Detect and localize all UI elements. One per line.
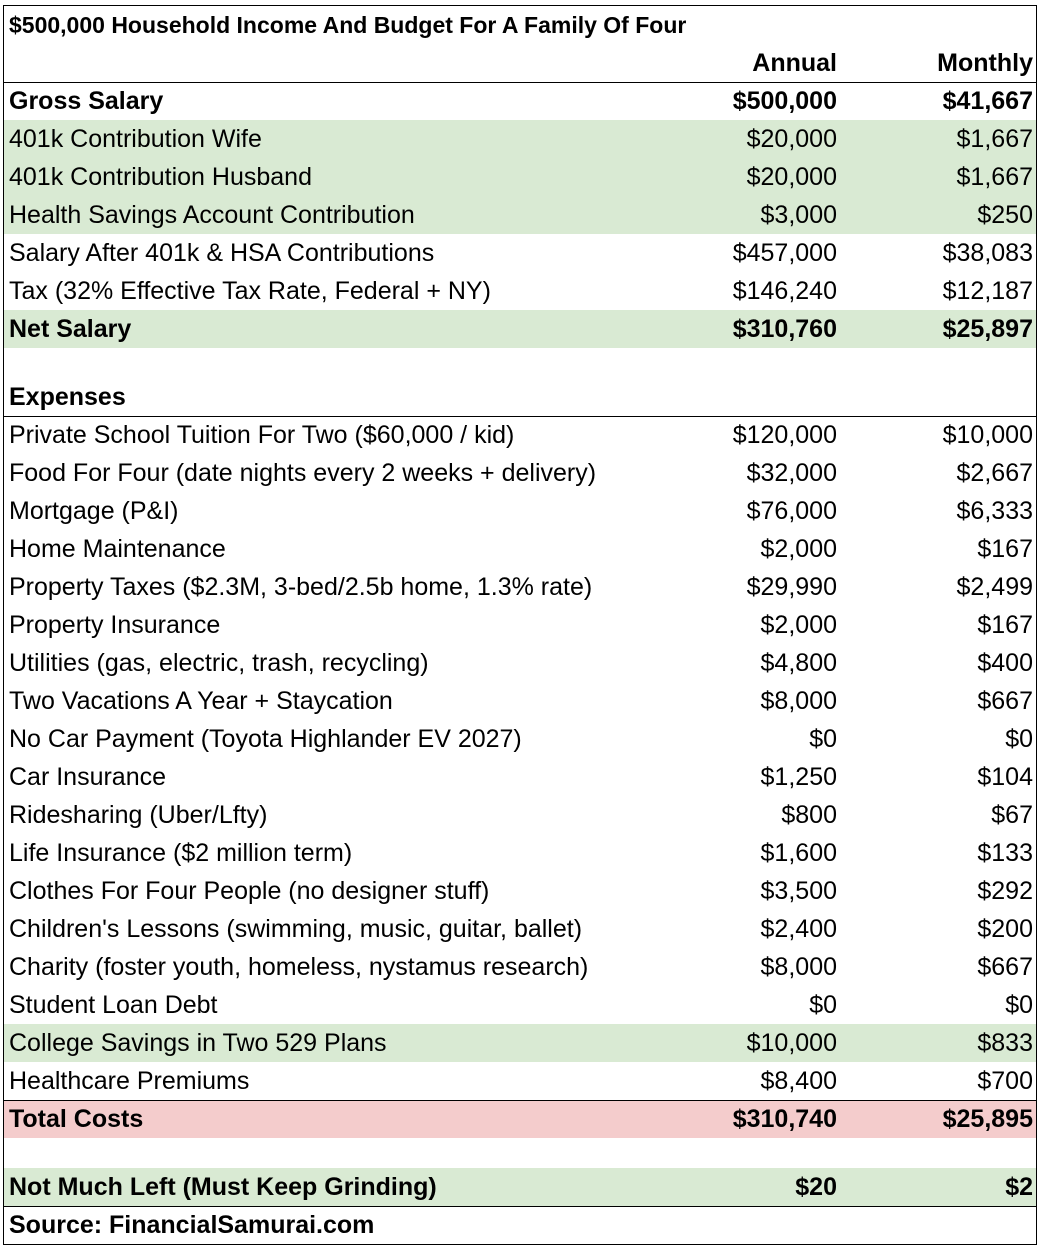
table-row	[4, 758, 1036, 796]
row-label: Healthcare Premiums	[9, 1066, 250, 1095]
table-row	[4, 1062, 1036, 1100]
table-row	[4, 82, 1036, 120]
table-row	[4, 196, 1036, 234]
row-annual: $32,000	[746, 458, 837, 487]
row-annual: $1,250	[760, 762, 837, 791]
budget-table	[3, 5, 1037, 1245]
spacer-row	[4, 1138, 1036, 1168]
row-monthly: $400	[977, 648, 1033, 677]
leftover-annual: $20	[795, 1172, 837, 1201]
table-row	[4, 234, 1036, 272]
row-label: Home Maintenance	[9, 534, 226, 563]
row-annual: $10,000	[746, 1028, 837, 1057]
table-row	[4, 948, 1036, 986]
row-label: Utilities (gas, electric, trash, recycling)	[9, 648, 429, 677]
row-annual: $4,800	[760, 648, 837, 677]
table-row	[4, 158, 1036, 196]
row-monthly: $25,895	[942, 1105, 1033, 1133]
row-annual: $0	[809, 724, 837, 753]
annual-header: Annual	[752, 48, 837, 77]
table-row	[4, 720, 1036, 758]
row-annual: $3,000	[760, 200, 837, 229]
table-row	[4, 568, 1036, 606]
expenses-heading: Expenses	[9, 382, 126, 411]
row-annual: $0	[809, 990, 837, 1019]
row-monthly: $0	[1005, 724, 1033, 753]
row-annual: $20,000	[746, 162, 837, 191]
row-annual: $500,000	[732, 87, 837, 115]
row-label: Property Taxes ($2.3M, 3-bed/2.5b home, 1.3% rate)	[9, 572, 593, 601]
row-annual: $2,000	[760, 534, 837, 563]
row-monthly: $2,499	[956, 572, 1033, 601]
expenses-header-row	[4, 378, 1036, 416]
row-annual: $310,740	[732, 1105, 837, 1133]
row-monthly: $12,187	[942, 276, 1033, 305]
source-row	[4, 1206, 1036, 1244]
column-header-row	[4, 44, 1036, 82]
row-annual: $457,000	[732, 238, 837, 267]
row-monthly: $0	[1005, 990, 1033, 1019]
leftover-label: Not Much Left (Must Keep Grinding)	[9, 1172, 437, 1201]
source-text: Source: FinancialSamurai.com	[9, 1211, 375, 1239]
table-row	[4, 530, 1036, 568]
row-annual: $8,400	[760, 1066, 837, 1095]
row-label: Private School Tuition For Two ($60,000 / kid)	[9, 421, 515, 449]
row-label: Net Salary	[9, 314, 132, 343]
row-annual: $20,000	[746, 124, 837, 153]
row-label: College Savings in Two 529 Plans	[9, 1028, 387, 1057]
row-monthly: $25,897	[942, 314, 1033, 343]
leftover-monthly: $2	[1005, 1172, 1033, 1201]
row-label: Total Costs	[9, 1105, 144, 1133]
row-annual: $3,500	[760, 876, 837, 905]
table-row	[4, 682, 1036, 720]
row-label: Food For Four (date nights every 2 weeks + delivery)	[9, 458, 597, 487]
row-annual: $2,000	[760, 610, 837, 639]
row-monthly: $41,667	[942, 87, 1033, 115]
row-monthly: $167	[977, 610, 1033, 639]
row-monthly: $38,083	[942, 238, 1033, 267]
row-monthly: $667	[977, 686, 1033, 715]
row-label: Charity (foster youth, homeless, nystamus research)	[9, 952, 589, 981]
table-row	[4, 644, 1036, 682]
row-monthly: $292	[977, 876, 1033, 905]
row-monthly: $67	[991, 800, 1033, 829]
row-label: Student Loan Debt	[9, 990, 218, 1019]
table-row	[4, 416, 1036, 454]
row-label: Ridesharing (Uber/Lfty)	[9, 800, 268, 829]
row-annual: $29,990	[746, 572, 837, 601]
row-label: Life Insurance ($2 million term)	[9, 838, 353, 867]
row-label: Clothes For Four People (no designer stuff)	[9, 876, 490, 905]
row-monthly: $667	[977, 952, 1033, 981]
row-annual: $310,760	[732, 314, 837, 343]
row-monthly: $250	[977, 200, 1033, 229]
row-annual: $8,000	[760, 952, 837, 981]
row-monthly: $6,333	[956, 496, 1033, 525]
leftover-row	[4, 1168, 1036, 1206]
row-label: 401k Contribution Wife	[9, 124, 262, 153]
row-annual: $800	[781, 800, 837, 829]
title-row	[4, 6, 1036, 44]
row-label: 401k Contribution Husband	[9, 162, 312, 191]
table-row	[4, 910, 1036, 948]
table-title: $500,000 Household Income And Budget For A Family Of Four	[9, 11, 687, 38]
table-row	[4, 606, 1036, 644]
table-row	[4, 872, 1036, 910]
income-section	[4, 82, 1036, 348]
row-label: Gross Salary	[9, 87, 164, 115]
row-label: Children's Lessons (swimming, music, guitar, ballet)	[9, 914, 583, 943]
row-label: Tax (32% Effective Tax Rate, Federal + NY)	[9, 276, 491, 305]
table-row	[4, 454, 1036, 492]
row-monthly: $167	[977, 534, 1033, 563]
row-annual: $120,000	[732, 421, 837, 449]
row-annual: $146,240	[732, 276, 837, 305]
row-annual: $2,400	[760, 914, 837, 943]
row-monthly: $700	[977, 1066, 1033, 1095]
expenses-section	[4, 416, 1036, 1138]
row-label: Two Vacations A Year + Staycation	[9, 686, 393, 715]
row-annual: $1,600	[760, 838, 837, 867]
row-label: Property Insurance	[9, 610, 221, 639]
table-row	[4, 986, 1036, 1024]
table-row	[4, 1024, 1036, 1062]
row-monthly: $104	[977, 762, 1033, 791]
row-label: Car Insurance	[9, 762, 167, 791]
row-monthly: $833	[977, 1028, 1033, 1057]
row-monthly: $1,667	[956, 162, 1033, 191]
row-monthly: $10,000	[942, 421, 1033, 449]
row-annual: $8,000	[760, 686, 837, 715]
table-row	[4, 834, 1036, 872]
row-label: Mortgage (P&I)	[9, 496, 179, 525]
table-row	[4, 272, 1036, 310]
spacer-row	[4, 348, 1036, 378]
row-monthly: $200	[977, 914, 1033, 943]
table-row	[4, 492, 1036, 530]
row-monthly: $133	[977, 838, 1033, 867]
row-label: Health Savings Account Contribution	[9, 200, 415, 229]
table-row	[4, 1100, 1036, 1138]
row-label: No Car Payment (Toyota Highlander EV 2027)	[9, 724, 522, 753]
row-annual: $76,000	[746, 496, 837, 525]
row-label: Salary After 401k & HSA Contributions	[9, 238, 435, 267]
table-row	[4, 796, 1036, 834]
row-monthly: $2,667	[956, 458, 1033, 487]
table-row	[4, 310, 1036, 348]
row-monthly: $1,667	[956, 124, 1033, 153]
table-row	[4, 120, 1036, 158]
monthly-header: Monthly	[937, 48, 1033, 77]
